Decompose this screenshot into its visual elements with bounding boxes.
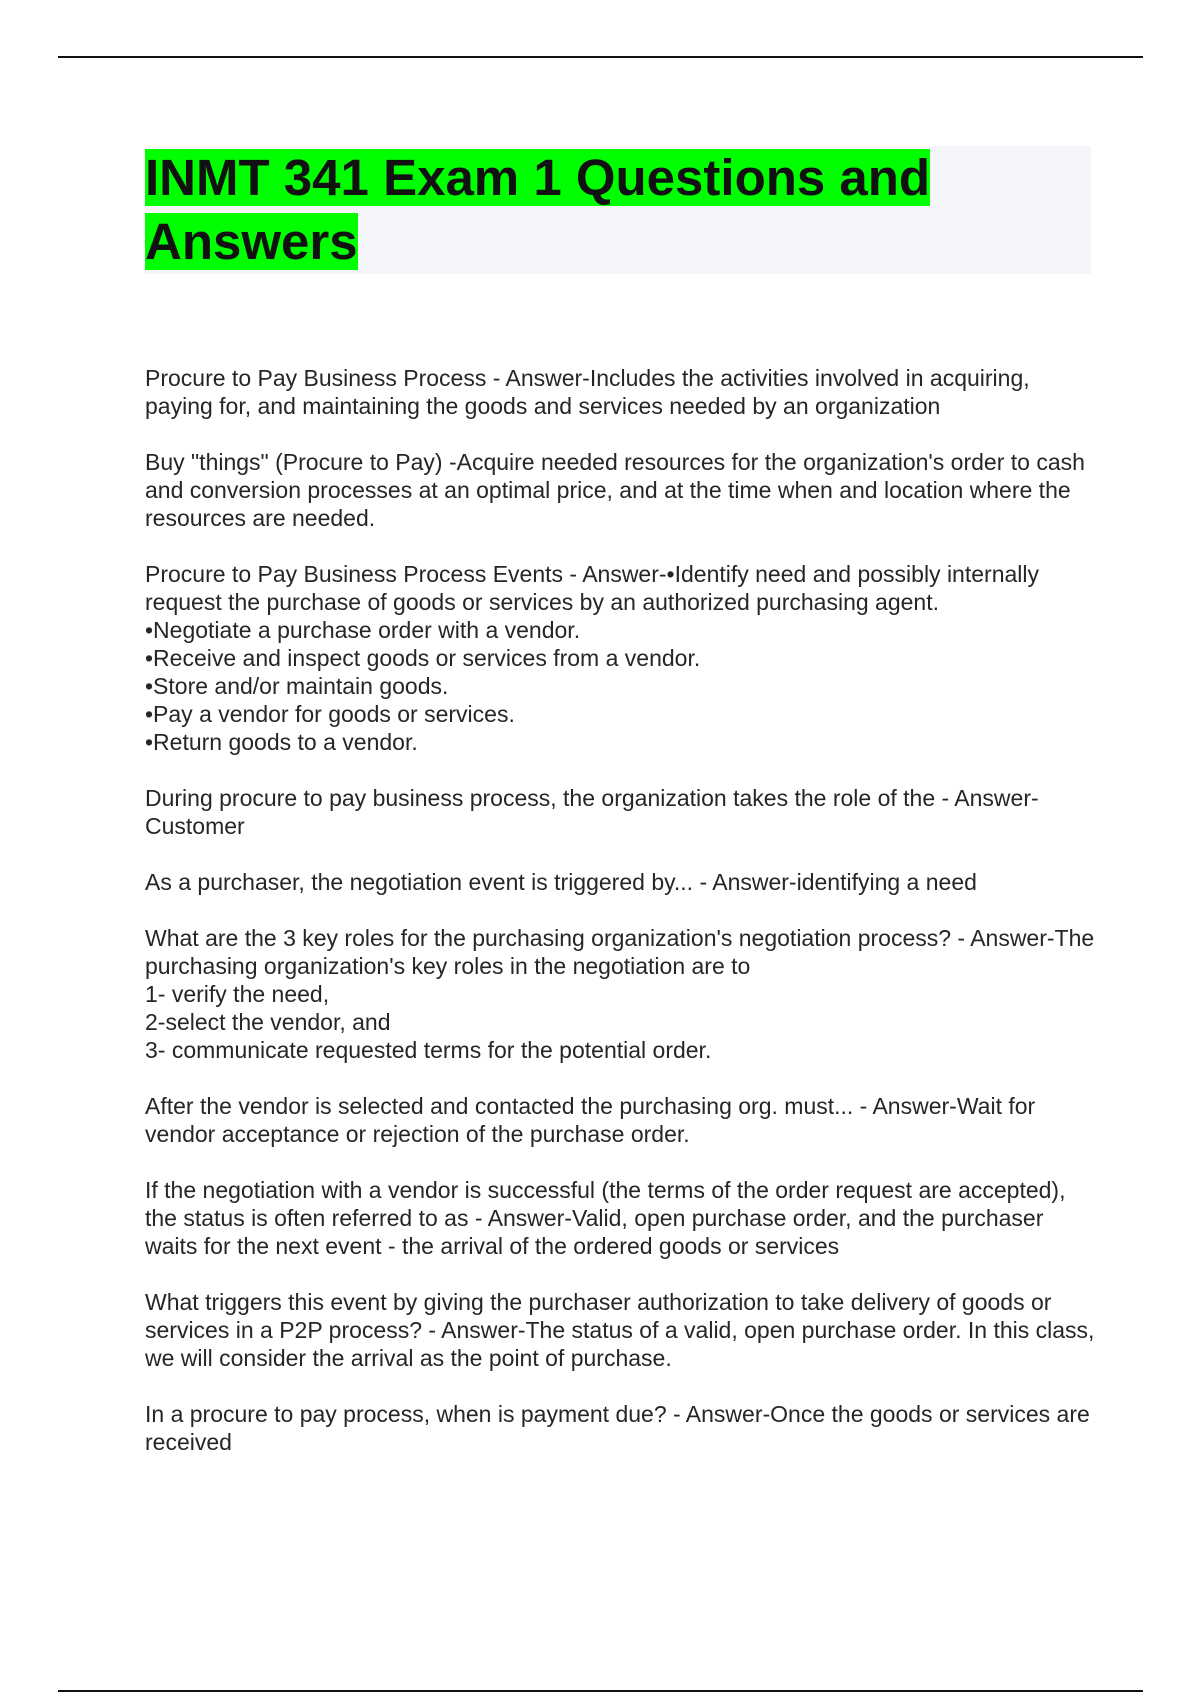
- qa-entry: Procure to Pay Business Process Events - Answer-•Identify need and possibly internally request the purchase of goods or services by an authorized purchasing agent. •Negotiate a purchase order with a vendor. •Receive and inspect goods or services from a vendor. •Store and/or maintain goods. •Pay a vendor for goods or services. •Return goods to a vendor.: [145, 561, 1039, 755]
- qa-entry: In a procure to pay process, when is payment due? - Answer-Once the goods or services are received: [145, 1401, 1090, 1455]
- title-highlight: INMT 341 Exam 1 Questions and Answers: [145, 149, 931, 270]
- qa-entry: What triggers this event by giving the purchaser authorization to take delivery of goods or services in a P2P process? - Answer-The status of a valid, open purchase order. In this class, we will consider the arrival as the point of purchase.: [145, 1289, 1095, 1371]
- qa-entry: Buy "things" (Procure to Pay) -Acquire needed resources for the organization's order to cash and conversion processes at an optimal price, and at the time when and location where the resources are needed.: [145, 449, 1085, 531]
- title-block: [145, 146, 1091, 274]
- bottom-rule: [58, 1690, 1143, 1692]
- top-rule: [58, 56, 1143, 58]
- qa-list: [145, 364, 1100, 1484]
- qa-entry: After the vendor is selected and contacted the purchasing org. must... - Answer-Wait for vendor acceptance or rejection of the purchase order.: [145, 1093, 1036, 1147]
- qa-entry: What are the 3 key roles for the purchasing organization's negotiation process? - Answer-The purchasing organization's key roles in the negotiation are to 1- verify the need, 2-select the vendor, and 3- communicate requested terms for the potential order.: [145, 925, 1095, 1063]
- qa-entry: As a purchaser, the negotiation event is triggered by... - Answer-identifying a need: [145, 869, 977, 895]
- qa-entry: If the negotiation with a vendor is successful (the terms of the order request are accepted), the status is often referred to as - Answer-Valid, open purchase order, and the purchaser waits for the next event - the arrival of the ordered goods or services: [145, 1177, 1066, 1259]
- qa-entry: During procure to pay business process, the organization takes the role of the - Answer-Customer: [145, 785, 1039, 839]
- document-title: [145, 146, 1035, 274]
- qa-entry: Procure to Pay Business Process - Answer-Includes the activities involved in acquiring, paying for, and maintaining the goods and services needed by an organization: [145, 365, 1030, 419]
